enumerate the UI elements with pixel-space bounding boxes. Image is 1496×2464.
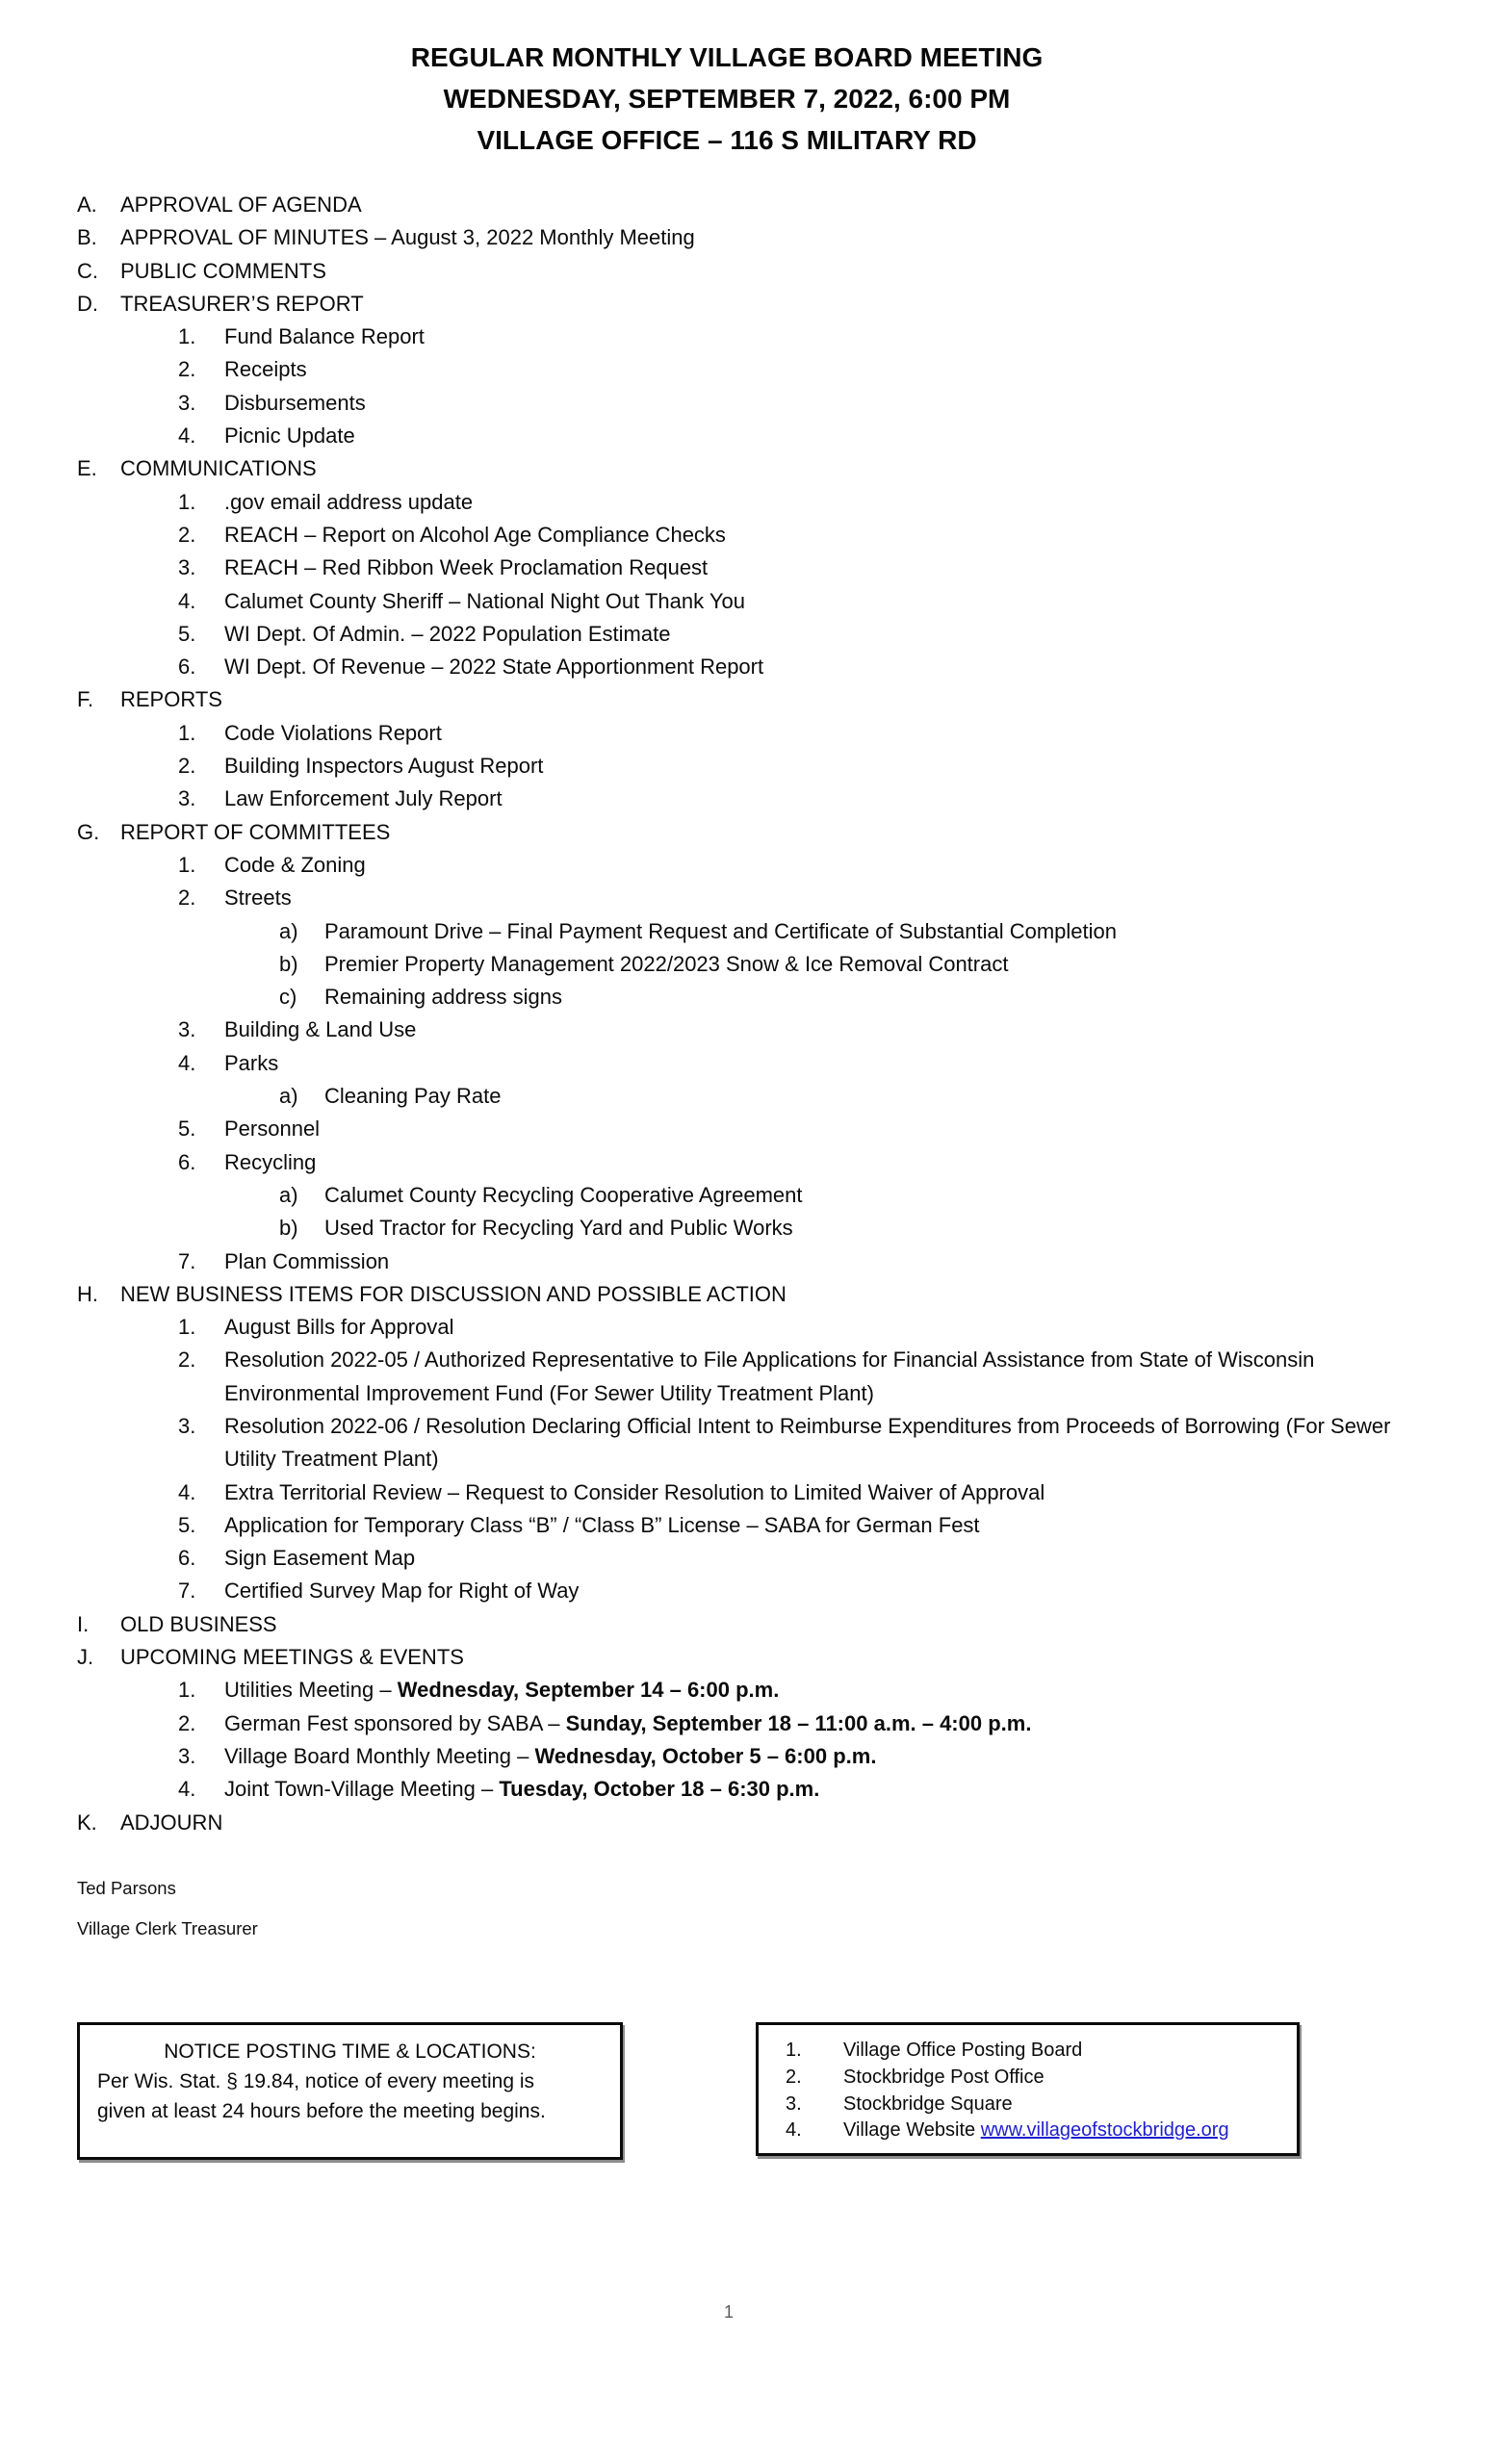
agenda-item-text-run: German Fest sponsored by SABA – <box>224 1710 566 1735</box>
agenda-item-label: 1. <box>178 1678 196 1703</box>
agenda-item-label: B. <box>77 225 97 250</box>
agenda-item-text <box>120 189 1496 221</box>
agenda-item-label: 3. <box>178 1743 196 1768</box>
agenda-item-text-run: Extra Territorial Review – Request to Consider Resolution to Limited Waiver of Approval <box>224 1479 1045 1504</box>
title-line-1: REGULAR MONTHLY VILLAGE BOARD MEETING <box>410 42 1044 72</box>
agenda-item-e-lvl1 <box>0 452 1496 485</box>
agenda-item-label: 5. <box>178 621 196 646</box>
posting-location-text <box>843 2118 1229 2144</box>
agenda-item-text <box>224 1311 1496 1344</box>
agenda-item-text-run: Cleaning Pay Rate <box>324 1084 502 1109</box>
agenda-item-2-lvl2 <box>0 750 1496 783</box>
agenda-item-text <box>224 618 1496 651</box>
agenda-item-4-lvl2 <box>0 1773 1496 1806</box>
agenda-item-text <box>324 981 1496 1014</box>
agenda-item-text-run: APPROVAL OF MINUTES – August 3, 2022 Monthly Meeting <box>120 225 695 250</box>
agenda-item-label: 3. <box>178 390 196 415</box>
agenda-item-a-lvl1 <box>0 189 1496 221</box>
agenda-item-7-lvl2 <box>0 1575 1496 1607</box>
agenda-item-a-lvl3 <box>0 1179 1496 1212</box>
agenda-item-text <box>224 1707 1496 1740</box>
agenda-item-text <box>224 321 1496 353</box>
agenda-item-1-lvl2 <box>0 1311 1496 1344</box>
agenda-item-label: I. <box>77 1611 90 1636</box>
agenda-item-text-run: Calumet County Recycling Cooperative Agreement <box>324 1182 803 1207</box>
agenda-item-label: b) <box>279 951 298 976</box>
agenda-item-text <box>224 1476 1496 1509</box>
title-line-2: WEDNESDAY, SEPTEMBER 7, 2022, 6:00 PM <box>443 84 1011 114</box>
agenda-item-2-lvl2 <box>0 1707 1496 1740</box>
agenda-item-c-lvl3 <box>0 981 1496 1014</box>
agenda-item-text <box>224 1146 1496 1179</box>
agenda-item-text-run: Resolution 2022-06 / Resolution Declaring Official Intent to Reimburse Expenditures from Proceeds of Borrowing (For Sewer Utility Treatment Plant) <box>224 1413 1391 1472</box>
agenda-item-label: 4. <box>178 588 196 613</box>
agenda-item-4-lvl2 <box>0 420 1496 452</box>
agenda-item-text <box>224 1344 1496 1410</box>
agenda-item-label: E. <box>77 456 97 481</box>
agenda-item-text <box>224 486 1496 519</box>
agenda-item-bold-run: Sunday, September 18 – 11:00 a.m. – 4:00 p.m. <box>565 1710 1032 1735</box>
agenda-item-1-lvl2 <box>0 717 1496 750</box>
posting-location-text-run: Stockbridge Post Office <box>843 2066 1045 2088</box>
agenda-item-text-run: Code & Zoning <box>224 852 366 877</box>
notice-box-line-2: given at least 24 hours before the meeting begins. <box>97 2100 546 2122</box>
agenda-item-text-run: REPORTS <box>120 687 222 712</box>
agenda-item-text <box>224 552 1496 584</box>
agenda-item-label: K. <box>77 1810 97 1835</box>
agenda-item-text <box>224 420 1496 452</box>
agenda-item-6-lvl2 <box>0 1542 1496 1575</box>
posting-locations-box <box>756 2022 1300 2156</box>
agenda-item-b-lvl3 <box>0 948 1496 981</box>
agenda-item-1-lvl2 <box>0 849 1496 882</box>
agenda-item-text-run: ADJOURN <box>120 1810 223 1835</box>
agenda-item-5-lvl2 <box>0 1509 1496 1542</box>
agenda-item-3-lvl2 <box>0 783 1496 815</box>
agenda-item-label: 1. <box>178 1315 196 1340</box>
agenda-item-text-run: Personnel <box>224 1116 321 1142</box>
agenda-item-2-lvl2 <box>0 353 1496 386</box>
agenda-item-text-run: Streets <box>224 886 292 911</box>
agenda-item-text <box>324 948 1496 981</box>
agenda-item-label: 2. <box>178 886 196 911</box>
agenda-item-3-lvl2 <box>0 552 1496 584</box>
agenda-item-1-lvl2 <box>0 321 1496 353</box>
agenda-item-text <box>324 1212 1496 1245</box>
agenda-item-a-lvl3 <box>0 1080 1496 1113</box>
posting-location-label: 1. <box>786 2040 802 2061</box>
agenda-item-label: 1. <box>178 720 196 745</box>
agenda-item-label: 3. <box>178 555 196 580</box>
footer-boxes <box>77 2022 1300 2160</box>
agenda-item-text <box>224 849 1496 882</box>
agenda-item-3-lvl2 <box>0 1014 1496 1046</box>
agenda-item-a-lvl3 <box>0 915 1496 948</box>
agenda-item-text <box>120 1641 1496 1674</box>
agenda-item-text-run: Fund Balance Report <box>224 324 425 349</box>
agenda-item-text <box>224 1410 1496 1476</box>
agenda-item-label: 2. <box>178 754 196 779</box>
agenda-item-4-lvl2 <box>0 1047 1496 1080</box>
agenda-item-label: a) <box>279 1182 298 1207</box>
agenda-item-text-run: Paramount Drive – Final Payment Request and Certificate of Substantial Completion <box>324 918 1117 943</box>
agenda-item-text <box>224 585 1496 618</box>
agenda-item-text <box>224 1047 1496 1080</box>
agenda-item-text-run: Sign Easement Map <box>224 1546 416 1571</box>
agenda-item-text <box>120 816 1496 849</box>
agenda-item-text-run: Application for Temporary Class “B” / “Class B” License – SABA for German Fest <box>224 1512 980 1537</box>
agenda-item-text <box>224 651 1496 683</box>
agenda-item-bold-run: Tuesday, October 18 – 6:30 p.m. <box>499 1777 820 1802</box>
title-line-3: VILLAGE OFFICE – 116 S MILITARY RD <box>477 125 977 155</box>
agenda-item-text-run: Calumet County Sheriff – National Night Out Thank You <box>224 588 745 613</box>
agenda-item-text <box>120 288 1496 321</box>
agenda-item-text-run: Remaining address signs <box>324 985 563 1010</box>
agenda-item-label: 1. <box>178 852 196 877</box>
agenda-item-label: F. <box>77 687 94 712</box>
agenda-item-text-run: Plan Commission <box>224 1248 390 1273</box>
agenda-item-text-run: Building & Land Use <box>224 1017 417 1042</box>
agenda-item-label: 6. <box>178 1546 196 1571</box>
agenda-item-4-lvl2 <box>0 585 1496 618</box>
agenda-item-text-run: Picnic Update <box>224 424 355 449</box>
agenda-item-label: a) <box>279 918 298 943</box>
notice-box-heading: NOTICE POSTING TIME & LOCATIONS: <box>164 2040 536 2063</box>
posting-location-text <box>843 2065 1045 2092</box>
agenda-item-text <box>324 1080 1496 1113</box>
posting-location-text-run: Stockbridge Square <box>843 2092 1013 2115</box>
agenda-item-text-run: NEW BUSINESS ITEMS FOR DISCUSSION AND POSSIBLE ACTION <box>120 1281 787 1306</box>
agenda-item-text-run: APPROVAL OF AGENDA <box>120 192 362 217</box>
posting-location-item <box>759 2092 1297 2118</box>
clerk-name: Ted Parsons <box>77 1878 176 1898</box>
agenda-item-label: 2. <box>178 1710 196 1735</box>
agenda-item-text-run: Recycling <box>224 1149 317 1174</box>
posting-location-text <box>843 2038 1082 2065</box>
agenda-item-text <box>224 1113 1496 1145</box>
agenda-item-text-run: REPORT OF COMMITTEES <box>120 819 391 844</box>
agenda-item-text-run: Building Inspectors August Report <box>224 754 544 779</box>
posting-location-text-run: Village Website <box>843 2119 981 2142</box>
agenda-item-j-lvl1 <box>0 1641 1496 1674</box>
agenda-item-text-run: TREASURER’S REPORT <box>120 291 364 316</box>
agenda-item-text-run: WI Dept. Of Admin. – 2022 Population Estimate <box>224 621 671 646</box>
agenda-item-label: 6. <box>178 654 196 680</box>
posting-location-text <box>843 2092 1013 2118</box>
posting-location-item <box>759 2038 1297 2065</box>
posting-location-label: 2. <box>786 2066 802 2088</box>
agenda-item-text-run: Resolution 2022-05 / Authorized Representative to File Applications for Financial Assistance from State of Wisconsin Environmental Improvement Fund (For Sewer Utility Treatment Plant) <box>224 1348 1315 1405</box>
agenda-item-label: A. <box>77 192 97 217</box>
agenda-item-7-lvl2 <box>0 1245 1496 1278</box>
agenda-item-label: c) <box>279 985 297 1010</box>
clerk-title: Village Clerk Treasurer <box>77 1918 258 1938</box>
page-number: 1 <box>723 2302 734 2322</box>
agenda-item-text-run: Joint Town-Village Meeting – <box>224 1777 500 1802</box>
agenda-item-text <box>224 1575 1496 1607</box>
agenda-item-text-run: Certified Survey Map for Right of Way <box>224 1578 580 1604</box>
agenda-item-label: 4. <box>178 1479 196 1504</box>
agenda-item-text-run: OLD BUSINESS <box>120 1611 277 1636</box>
agenda-item-text <box>120 683 1496 716</box>
agenda-item-h-lvl1 <box>0 1278 1496 1311</box>
agenda-item-i-lvl1 <box>0 1608 1496 1641</box>
agenda-item-label: G. <box>77 819 100 844</box>
agenda-item-text <box>120 1608 1496 1641</box>
agenda-item-5-lvl2 <box>0 618 1496 651</box>
agenda-item-label: 4. <box>178 424 196 449</box>
agenda-item-text <box>224 1773 1496 1806</box>
posting-location-label: 3. <box>786 2092 802 2115</box>
posting-location-label: 4. <box>786 2119 802 2142</box>
agenda-item-text <box>224 519 1496 552</box>
agenda-item-text <box>224 1542 1496 1575</box>
agenda-item-label: 5. <box>178 1512 196 1537</box>
village-website-link[interactable]: www.villageofstockbridge.org <box>980 2119 1229 2142</box>
agenda-item-label: 7. <box>178 1578 196 1604</box>
agenda-item-g-lvl1 <box>0 816 1496 849</box>
agenda-item-text-run: REACH – Report on Alcohol Age Compliance Checks <box>224 522 726 547</box>
agenda-item-text-run: Receipts <box>224 357 307 382</box>
agenda-item-1-lvl2 <box>0 486 1496 519</box>
agenda-item-text-run: Used Tractor for Recycling Yard and Public Works <box>324 1216 793 1241</box>
agenda-item-text <box>224 1014 1496 1046</box>
agenda-item-1-lvl2 <box>0 1674 1496 1707</box>
agenda-item-text <box>224 1674 1496 1707</box>
agenda-item-label: D. <box>77 291 98 316</box>
agenda-item-label: 7. <box>178 1248 196 1273</box>
agenda-item-text <box>224 750 1496 783</box>
agenda-item-label: 3. <box>178 1413 196 1438</box>
agenda-item-text-run: Utilities Meeting – <box>224 1678 398 1703</box>
agenda-item-label: 4. <box>178 1777 196 1802</box>
agenda-item-text-run: August Bills for Approval <box>224 1315 454 1340</box>
agenda-item-label: 5. <box>178 1116 196 1142</box>
notice-posting-box <box>77 2022 623 2160</box>
agenda-item-3-lvl2 <box>0 1740 1496 1773</box>
agenda-item-text-run: Parks <box>224 1050 279 1075</box>
agenda-item-text <box>324 915 1496 948</box>
document-title <box>0 0 1496 161</box>
agenda-item-text-run: Premier Property Management 2022/2023 Snow & Ice Removal Contract <box>324 951 1009 976</box>
agenda-item-5-lvl2 <box>0 1113 1496 1145</box>
agenda-item-text <box>224 783 1496 815</box>
agenda-item-text <box>224 717 1496 750</box>
agenda-item-text-run: COMMUNICATIONS <box>120 456 317 481</box>
agenda-item-6-lvl2 <box>0 1146 1496 1179</box>
agenda-item-text <box>224 387 1496 420</box>
agenda-item-label: 6. <box>178 1149 196 1174</box>
agenda-item-c-lvl1 <box>0 255 1496 288</box>
agenda-list <box>0 189 1496 1839</box>
signature-block <box>77 1878 258 1938</box>
agenda-item-label: 2. <box>178 357 196 382</box>
agenda-item-b-lvl3 <box>0 1212 1496 1245</box>
agenda-item-text-run: PUBLIC COMMENTS <box>120 258 326 283</box>
agenda-item-text-run: .gov email address update <box>224 489 474 514</box>
agenda-item-text <box>120 1807 1496 1839</box>
agenda-item-text <box>324 1179 1496 1212</box>
agenda-item-d-lvl1 <box>0 288 1496 321</box>
agenda-item-text-run: Village Board Monthly Meeting – <box>224 1743 535 1768</box>
agenda-item-text <box>120 452 1496 485</box>
agenda-item-label: C. <box>77 258 98 283</box>
notice-box-line-1: Per Wis. Stat. § 19.84, notice of every meeting is <box>97 2070 535 2092</box>
agenda-item-text <box>224 1740 1496 1773</box>
agenda-item-text <box>120 221 1496 254</box>
agenda-item-label: 3. <box>178 786 196 811</box>
agenda-item-2-lvl2 <box>0 882 1496 914</box>
agenda-item-label: 1. <box>178 489 196 514</box>
agenda-item-text-run: Disbursements <box>224 390 366 415</box>
agenda-item-text-run: Code Violations Report <box>224 720 442 745</box>
agenda-item-text <box>224 882 1496 914</box>
agenda-item-label: J. <box>77 1645 94 1670</box>
agenda-item-text <box>224 1509 1496 1542</box>
agenda-item-label: 1. <box>178 324 196 349</box>
agenda-item-label: 2. <box>178 522 196 547</box>
agenda-item-label: H. <box>77 1281 98 1306</box>
agenda-item-text-run: WI Dept. Of Revenue – 2022 State Apportionment Report <box>224 654 764 680</box>
agenda-item-3-lvl2 <box>0 1410 1496 1476</box>
agenda-item-bold-run: Wednesday, September 14 – 6:00 p.m. <box>397 1678 780 1703</box>
agenda-item-bold-run: Wednesday, October 5 – 6:00 p.m. <box>534 1743 877 1768</box>
agenda-item-4-lvl2 <box>0 1476 1496 1509</box>
agenda-item-text-run: REACH – Red Ribbon Week Proclamation Request <box>224 555 709 580</box>
agenda-item-text-run: UPCOMING MEETINGS & EVENTS <box>120 1645 464 1670</box>
agenda-item-6-lvl2 <box>0 651 1496 683</box>
agenda-item-text <box>224 353 1496 386</box>
agenda-item-text <box>224 1245 1496 1278</box>
agenda-item-text-run: Law Enforcement July Report <box>224 786 503 811</box>
agenda-item-3-lvl2 <box>0 387 1496 420</box>
agenda-item-f-lvl1 <box>0 683 1496 716</box>
agenda-item-text <box>120 1278 1496 1311</box>
posting-location-item <box>759 2118 1297 2144</box>
agenda-item-2-lvl2 <box>0 1344 1496 1410</box>
agenda-item-label: 3. <box>178 1017 196 1042</box>
agenda-item-label: a) <box>279 1084 298 1109</box>
posting-location-text-run: Village Office Posting Board <box>843 2040 1083 2061</box>
agenda-item-2-lvl2 <box>0 519 1496 552</box>
agenda-item-b-lvl1 <box>0 221 1496 254</box>
agenda-item-k-lvl1 <box>0 1807 1496 1839</box>
agenda-item-label: 4. <box>178 1050 196 1075</box>
posting-location-item <box>759 2065 1297 2092</box>
agenda-item-label: b) <box>279 1216 298 1241</box>
agenda-item-label: 2. <box>178 1348 196 1373</box>
agenda-item-text <box>120 255 1496 288</box>
